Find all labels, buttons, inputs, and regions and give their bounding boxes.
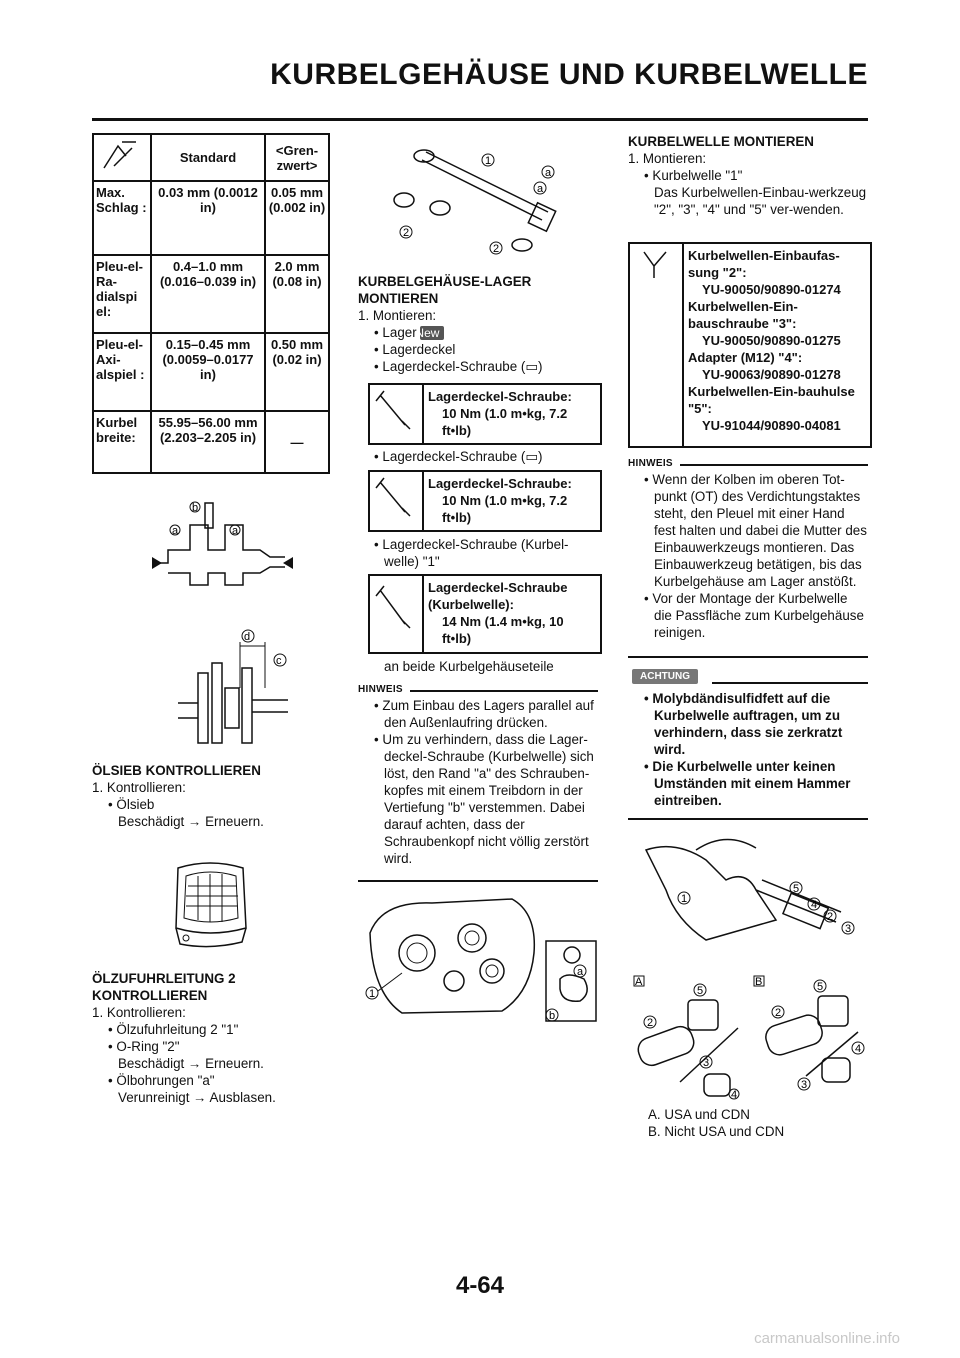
- spec-label: Kurbel breite:: [93, 411, 151, 473]
- kurbelwelle-item-text: Das Kurbelwellen-Einbau-werkzeug "2", "3", "4" und "5" ver-wenden.: [654, 185, 867, 217]
- page-title: KURBELGEHÄUSE UND KURBELWELLE: [270, 58, 868, 91]
- svg-text:c: c: [276, 655, 282, 667]
- spec-label: Pleu-el- Axi-alspiel :: [93, 333, 151, 411]
- spec-limit: 0.05 mm (0.002 in): [265, 181, 329, 255]
- lager-item: Lager: [382, 325, 417, 340]
- tool-set-a-figure: [630, 972, 740, 1102]
- oelzufuhr-item-3-action: Verunreinigt → Ausblasen.: [118, 1090, 276, 1105]
- tool-code: YU-90063/90890-01278: [702, 367, 841, 382]
- oelsieb-action: Beschädigt → Erneuern.: [118, 814, 264, 829]
- table-row: [93, 255, 329, 333]
- svg-text:a: a: [232, 525, 239, 537]
- table-row: [93, 333, 329, 411]
- tool-name: Adapter (M12) "4":: [688, 350, 803, 365]
- special-tool-icon: [630, 244, 684, 446]
- list-item: • Zum Einbau des Lagers parallel auf den Außenlaufring drücken.: [374, 698, 594, 730]
- hinweis-rule: [680, 464, 868, 466]
- oelzufuhr-step: 1. Kontrollieren:: [92, 1005, 186, 1020]
- spec-limit: 0.50 mm (0.02 in): [265, 333, 329, 411]
- lagerdeckel-item: Lagerdeckel: [382, 342, 456, 357]
- list-item: • O-Ring "2": [108, 1039, 180, 1054]
- spec-standard: 0.4–1.0 mm (0.016–0.039 in): [151, 255, 265, 333]
- svg-text:b: b: [192, 502, 199, 514]
- tool-name: Kurbelwellen-Ein-bauschraube "3":: [688, 299, 798, 331]
- svg-text:1: 1: [369, 988, 376, 1000]
- spec-label: Pleu-el- Ra-dialspi el:: [93, 255, 151, 333]
- torque-wrench-icon: [370, 385, 424, 443]
- hinweis-end-rule: [628, 656, 868, 658]
- crankshaft-installation-figure: [636, 830, 862, 960]
- locktite-icon: (▭): [520, 449, 543, 464]
- hinweis-text-2: Um zu verhindern, dass die Lager-deckel-Schraube (Kurbelwelle) sich löst, den Rand "a" des Schrauben-kopfes mit einem Treibdorn in der Vertiefung "b" verstemmen. Dabei darauf achten, dass der Schraubenkopf nicht völlig zerstört wird.: [382, 732, 594, 866]
- torque-box-2: [368, 470, 602, 532]
- svg-text:3: 3: [845, 923, 852, 935]
- achtung-rule: [712, 682, 868, 684]
- table-row: [93, 181, 329, 255]
- measure-icon: [96, 138, 140, 174]
- svg-text:b: b: [549, 1010, 556, 1022]
- tool-name: Kurbelwellen-Ein-bauhulse "5":: [688, 384, 855, 416]
- hinweis-rule: [410, 690, 598, 692]
- spec-head-limit: <Gren-zwert>: [265, 134, 329, 181]
- locktite-icon: (▭): [520, 359, 543, 374]
- list-item: • Ölzufuhrleitung 2 "1": [108, 1022, 239, 1037]
- torque-wrench-icon: [370, 576, 424, 652]
- lagerdeckel-schraube-item-2: Lagerdeckel-Schraube: [382, 449, 518, 464]
- crankcase-figure: [362, 893, 602, 1023]
- svg-text:4: 4: [731, 1089, 738, 1101]
- watermark: carmanualsonline.info: [754, 1330, 900, 1347]
- svg-text:a: a: [172, 525, 179, 537]
- list-item: • Lagerdeckel-Schraube (▭): [374, 359, 543, 374]
- tool-code: YU-90050/90890-01274: [702, 282, 841, 297]
- list-item: • Um zu verhindern, dass die Lager-deckel-Schraube (Kurbelwelle) sich löst, den Rand "a" des Schrauben-kopfes mit einem Treibdorn in der Vertiefung "b" verstemmen. Dabei darauf achten, dass der Schraubenkopf nicht völlig zerstört wird.: [374, 732, 594, 866]
- list-item: • Kurbelwelle "1": [644, 168, 743, 183]
- lagerdeckel-schraube-item: Lagerdeckel-Schraube: [382, 359, 518, 374]
- spec-limit: —: [265, 411, 329, 473]
- torque-label: Lagerdeckel-Schraube:: [428, 476, 572, 491]
- hinweis-text-2: Vor der Montage der Kurbelwelle die Passfläche zum Kurbelgehäuse reinigen.: [652, 591, 864, 640]
- connecting-rod-figure: [170, 628, 295, 748]
- lager-step: 1. Montieren:: [358, 308, 437, 323]
- svg-text:4: 4: [811, 899, 818, 911]
- svg-text:a: a: [545, 167, 552, 179]
- svg-text:5: 5: [697, 985, 704, 997]
- list-item: • Lagerdeckel: [374, 342, 456, 357]
- svg-text:d: d: [244, 631, 251, 643]
- spec-standard: 0.03 mm (0.0012 in): [151, 181, 265, 255]
- list-item: • Vor der Montage der Kurbelwelle die Passfläche zum Kurbelgehäuse reinigen.: [644, 591, 864, 640]
- achtung-end-rule: [628, 818, 868, 820]
- svg-text:1: 1: [681, 893, 688, 905]
- achtung-text-2: Die Kurbelwelle unter keinen Umständen mit einem Hammer eintreiben.: [652, 759, 851, 808]
- svg-text:5: 5: [793, 883, 800, 895]
- hinweis-text-1: Wenn der Kolben im oberen Tot-punkt (OT) des Verdichtungstaktes steht, den Pleuel mit einer Hand fest halten und dabei die Mutter des Einbauwerkzeugs montieren. Das Einbauwerkzeug betätigen, bis das Kurbelgehäuse am Lager anstößt.: [652, 472, 867, 589]
- list-item: • Ölbohrungen "a": [108, 1073, 215, 1088]
- spec-head-standard: Standard: [151, 134, 265, 181]
- torque-box-1: [368, 383, 602, 445]
- oil-strainer-figure: [168, 858, 253, 950]
- svg-text:B: B: [755, 976, 763, 988]
- tool-code: YU-91044/90890-04081: [702, 418, 841, 433]
- svg-text:2: 2: [827, 911, 834, 923]
- spec-label: Max. Schlag :: [93, 181, 151, 255]
- svg-text:a: a: [537, 183, 544, 195]
- achtung-text-1: Molybdändisulfidfett auf die Kurbelwelle auftragen, um zu verhindern, dass sie zerkratzt wird.: [652, 691, 843, 757]
- caption-a: A. USA und CDN: [648, 1107, 750, 1122]
- kurbelwelle-title: KURBELWELLE MONTIEREN: [628, 134, 814, 149]
- oelzufuhr-item-2-action: Beschädigt → Erneuern.: [118, 1056, 264, 1071]
- tool-code: YU-90050/90890-01275: [702, 333, 841, 348]
- torque-label: Lagerdeckel-Schraube:: [428, 389, 572, 404]
- hinweis-text-1: Zum Einbau des Lagers parallel auf den Außenlaufring drücken.: [382, 698, 594, 730]
- torque-wrench-icon: [370, 472, 424, 530]
- tool-name: Kurbelwellen-Einbaufas-sung "2":: [688, 248, 840, 280]
- list-item: • Die Kurbelwelle unter keinen Umständen mit einem Hammer eintreiben.: [644, 759, 851, 808]
- svg-text:A: A: [635, 976, 643, 988]
- new-badge: New: [420, 326, 444, 340]
- both-halves-note: an beide Kurbelgehäuseteile: [384, 659, 554, 674]
- kurbelwelle-step: 1. Montieren:: [628, 151, 707, 166]
- torque-box-3: [368, 574, 602, 654]
- list-item: • Ölsieb: [108, 797, 155, 812]
- hinweis-end-rule: [358, 880, 598, 882]
- list-item: • Lagerdeckel-Schraube (▭): [374, 449, 543, 464]
- list-item: • Lagerdeckel-Schraube (Kurbel-welle) "1": [374, 537, 569, 569]
- kurbelwelle-item: Kurbelwelle "1": [652, 168, 743, 183]
- svg-text:2: 2: [647, 1017, 654, 1029]
- spec-standard: 0.15–0.45 mm (0.0059–0.0177 in): [151, 333, 265, 411]
- svg-text:2: 2: [403, 227, 410, 239]
- svg-text:a: a: [577, 966, 584, 978]
- list-item: • Molybdändisulfidfett auf die Kurbelwelle auftragen, um zu verhindern, dass sie zerkratzt wird.: [644, 691, 843, 757]
- header-rule: [92, 118, 868, 121]
- svg-text:3: 3: [703, 1057, 710, 1069]
- table-row: [93, 411, 329, 473]
- svg-text:4: 4: [855, 1043, 862, 1055]
- oelsieb-step: 1. Kontrollieren:: [92, 780, 186, 795]
- svg-text:2: 2: [493, 243, 500, 255]
- torque-value: 14 Nm (1.4 m•kg, 10 ft•lb): [442, 614, 564, 646]
- spec-standard: 55.95–56.00 mm (2.203–2.205 in): [151, 411, 265, 473]
- oelzufuhr-title: ÖLZUFUHRLEITUNG 2 KONTROLLIEREN: [92, 971, 236, 1003]
- oil-delivery-pipe-figure: [392, 140, 572, 265]
- hinweis-label: HINWEIS: [358, 684, 403, 695]
- torque-label: Lagerdeckel-Schraube (Kurbelwelle):: [428, 580, 568, 612]
- oelzufuhr-item-3: Ölbohrungen "a": [116, 1073, 215, 1088]
- torque-value: 10 Nm (1.0 m•kg, 7.2 ft•lb): [442, 406, 568, 438]
- oelzufuhr-item-2: O-Ring "2": [116, 1039, 180, 1054]
- spec-table-icon: [93, 134, 151, 181]
- page-number: 4-64: [455, 1272, 505, 1299]
- kurbelwelle-schraube-item: Lagerdeckel-Schraube (Kurbel-welle) "1": [382, 537, 569, 569]
- svg-text:2: 2: [775, 1007, 782, 1019]
- caption-b: B. Nicht USA und CDN: [648, 1124, 785, 1139]
- hinweis-label: HINWEIS: [628, 458, 673, 469]
- svg-text:3: 3: [801, 1079, 808, 1091]
- torque-value: 10 Nm (1.0 m•kg, 7.2 ft•lb): [442, 493, 568, 525]
- list-item: • Lager New: [358, 324, 602, 341]
- oelsieb-title: ÖLSIEB KONTROLLIEREN: [92, 763, 261, 778]
- tool-set-b-figure: [750, 972, 865, 1102]
- crankshaft-runout-figure: [150, 495, 295, 590]
- lager-title: KURBELGEHÄUSE-LAGER MONTIEREN: [358, 274, 532, 306]
- achtung-badge: ACHTUNG: [632, 669, 698, 684]
- oelsieb-item: Ölsieb: [116, 797, 155, 812]
- list-item: • Wenn der Kolben im oberen Tot-punkt (OT) des Verdichtungstaktes steht, den Pleuel mit einer Hand fest halten und dabei die Mutter des Einbauwerkzeugs montieren. Das Einbauwerkzeug betätigen, bis das Kurbelgehäuse am Lager anstößt.: [644, 472, 867, 589]
- spec-limit: 2.0 mm (0.08 in): [265, 255, 329, 333]
- svg-text:5: 5: [817, 981, 824, 993]
- tool-box: [628, 242, 872, 448]
- oelzufuhr-item-1: Ölzufuhrleitung 2 "1": [116, 1022, 239, 1037]
- spec-table: [92, 133, 330, 474]
- svg-text:1: 1: [485, 155, 492, 167]
